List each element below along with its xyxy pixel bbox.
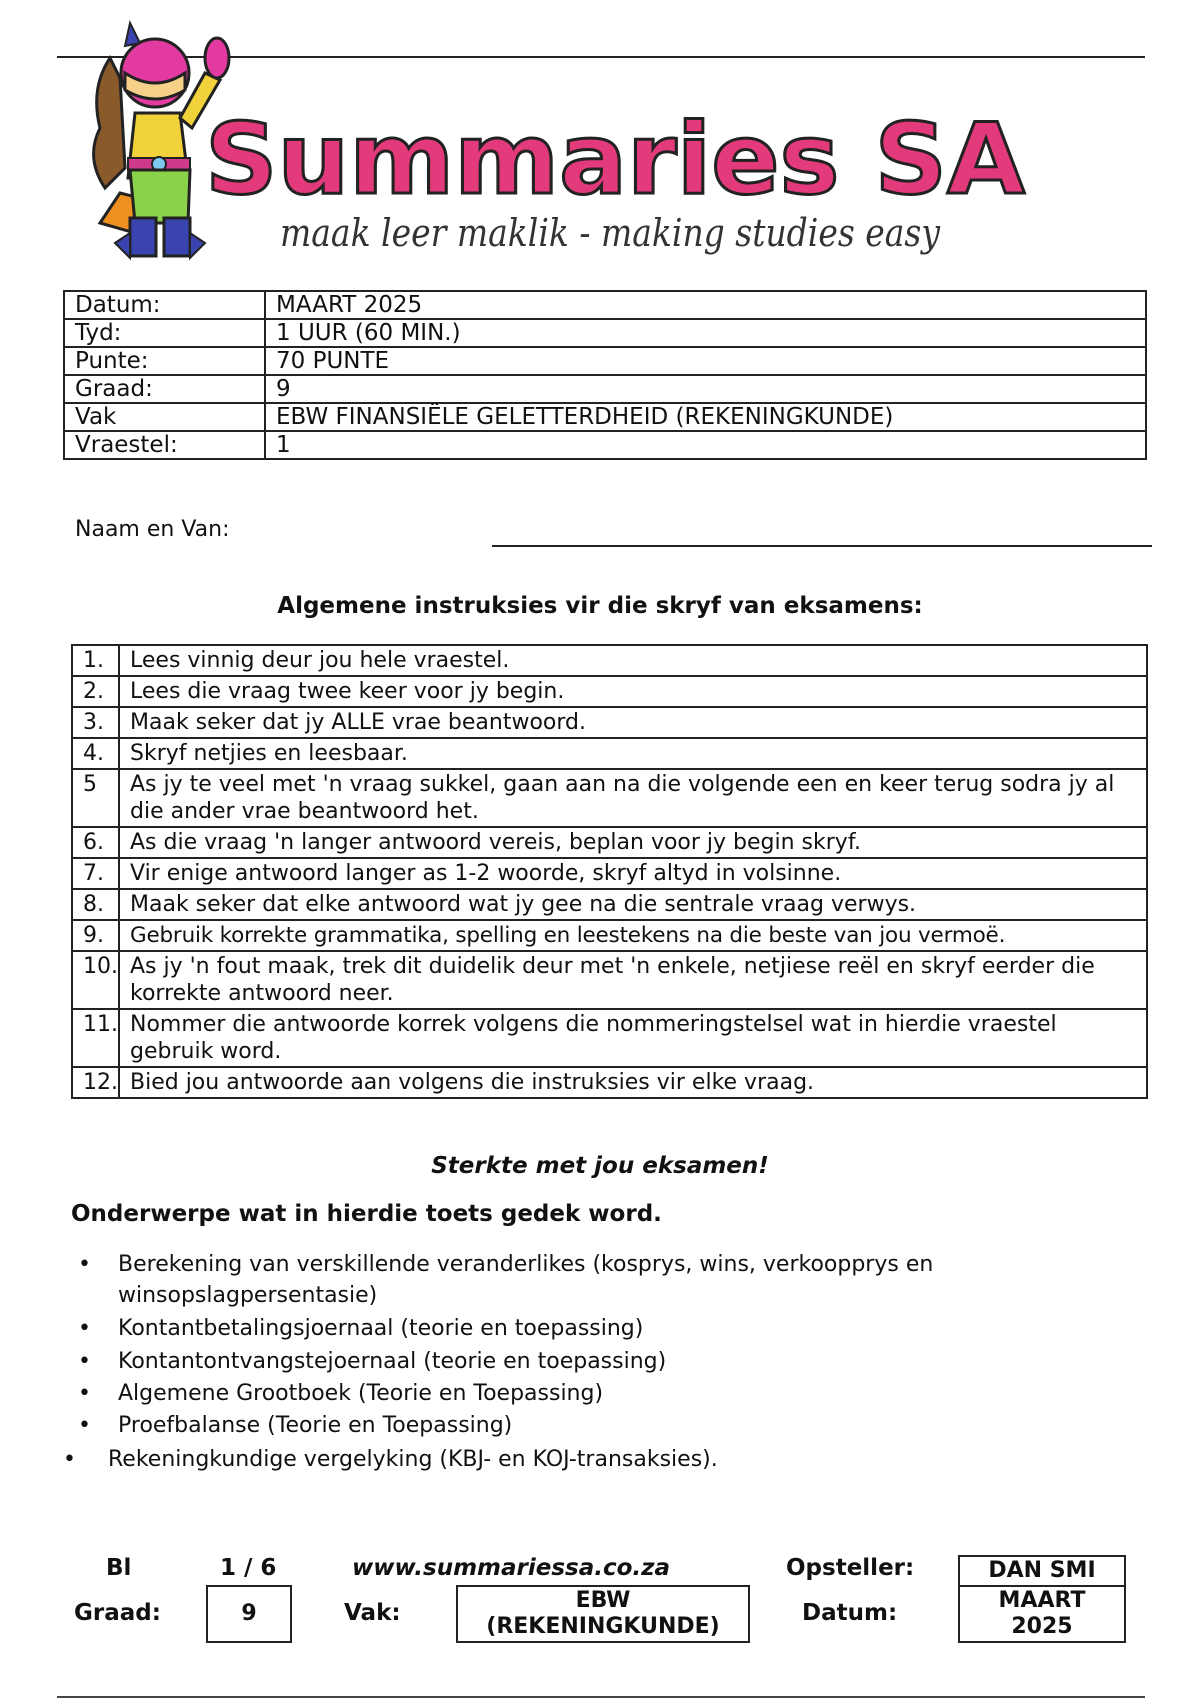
instruction-row [72,738,1147,769]
logo-brand-text: Summaries SA [205,103,1026,217]
summaries-sa-logo [80,18,1120,276]
info-row [64,431,1146,459]
instruction-number: 9. [72,920,119,951]
name-answer-line[interactable] [492,545,1152,547]
topic-text: winsopslagpersentasie) [118,1283,378,1308]
footer-subject-line2: (REKENINGKUNDE) [486,1614,720,1639]
topic-item [63,1444,718,1475]
instruction-text: Skryf netjies en leesbaar. [119,738,1147,769]
footer-grade-value: 9 [206,1585,292,1643]
instruction-number: 10. [72,951,119,1009]
logo-tagline: maak leer maklik - making studies easy [280,211,941,255]
instructions-title: Algemene instruksies vir die skryf van eksamens: [277,593,923,619]
info-row [64,319,1146,347]
instruction-text: Lees vinnig deur jou hele vraestel. [119,645,1147,676]
footer-subject-label: Vak: [344,1600,401,1626]
instruction-number: 2. [72,676,119,707]
instruction-number: 5 [72,769,119,827]
info-label: Graad: [64,375,265,403]
instruction-text: Maak seker dat elke antwoord wat jy gee na die sentrale vraag verwys. [119,889,1147,920]
bullet-icon: • [78,1252,91,1277]
instruction-number: 1. [72,645,119,676]
instruction-text: Bied jou antwoorde aan volgens die instruksies vir elke vraag. [119,1067,1147,1098]
bullet-icon: • [78,1316,91,1341]
info-value: 1 [265,431,1146,459]
topic-item [78,1410,513,1441]
instruction-row [72,827,1147,858]
topic-text: Proefbalanse (Teorie en Toepassing) [118,1413,513,1438]
instruction-row [72,707,1147,738]
instruction-text: As die vraag 'n langer antwoord vereis, beplan voor jy begin skryf. [119,827,1147,858]
footer-page-label: Bl [106,1555,132,1581]
instruction-number: 8. [72,889,119,920]
footer-date-value [958,1585,1126,1643]
info-row [64,375,1146,403]
topic-text: Algemene Grootboek (Teorie en Toepassing) [118,1381,604,1406]
info-value: 9 [265,375,1146,403]
instruction-number: 11. [72,1009,119,1067]
info-label: Vak [64,403,265,431]
bullet-icon: • [78,1381,91,1406]
instruction-row [72,1009,1147,1067]
info-row [64,347,1146,375]
footer-subject-line1: EBW [575,1588,631,1613]
footer-date-line1: MAART [998,1588,1086,1613]
info-value: 70 PUNTE [265,347,1146,375]
instruction-row [72,889,1147,920]
instruction-row [72,645,1147,676]
topic-text: Berekening van verskillende veranderlikes (kosprys, wins, verkoopprys en [118,1252,934,1277]
bullet-icon: • [78,1413,91,1438]
instruction-row [72,1067,1147,1098]
instruction-number: 3. [72,707,119,738]
instruction-number: 7. [72,858,119,889]
instruction-row [72,676,1147,707]
footer-author-label: Opsteller: [786,1555,915,1581]
instruction-number: 4. [72,738,119,769]
name-label: Naam en Van: [75,517,230,542]
footer-page-number: 1 / 6 [220,1555,277,1581]
info-label: Vraestel: [64,431,265,459]
topic-text: Kontantbetalingsjoernaal (teorie en toepassing) [118,1316,644,1341]
instruction-text: Lees die vraag twee keer voor jy begin. [119,676,1147,707]
bullet-icon: • [78,1349,91,1374]
topic-item [78,1346,667,1377]
topic-item [78,1313,644,1344]
info-value: 1 UUR (60 MIN.) [265,319,1146,347]
instruction-row [72,920,1147,951]
info-row [64,291,1146,319]
exam-info-table [63,290,1147,460]
topic-text: Rekeningkundige vergelyking (KBJ- en KOJ-transaksies). [108,1447,718,1472]
instruction-text: Gebruik korrekte grammatika, spelling en leestekens na die beste van jou vermoë. [119,920,1147,951]
footer-subject-value [456,1585,750,1643]
topics-title: Onderwerpe wat in hierdie toets gedek word. [71,1201,662,1227]
topic-item-continuation [118,1280,377,1311]
footer-author-value: DAN SMI [958,1555,1126,1587]
topic-item [78,1378,604,1409]
instruction-row [72,858,1147,889]
footer-date-label: Datum: [802,1600,898,1626]
topic-text: Kontantontvangstejoernaal (teorie en toepassing) [118,1349,667,1374]
info-label: Datum: [64,291,265,319]
topic-item [78,1249,934,1280]
info-label: Tyd: [64,319,265,347]
info-value: MAART 2025 [265,291,1146,319]
bottom-rule [57,1696,1145,1698]
instruction-number: 12. [72,1067,119,1098]
footer-website: www.summariessa.co.za [352,1555,671,1581]
instruction-text: Nommer die antwoorde korrek volgens die nommeringstelsel wat in hierdie vraestel gebruik word. [119,1009,1147,1067]
info-value: EBW FINANSIËLE GELETTERDHEID (REKENINGKUNDE) [265,403,1146,431]
instruction-text: As jy te veel met 'n vraag sukkel, gaan aan na die volgende een en keer terug sodra jy al die ander vrae beantwoord het. [119,769,1147,827]
instructions-table [71,644,1148,1099]
instruction-row [72,769,1147,827]
footer-date-line2: 2025 [1011,1614,1073,1639]
info-label: Punte: [64,347,265,375]
instruction-row [72,951,1147,1009]
instruction-text: As jy 'n fout maak, trek dit duidelik deur met 'n enkele, netjiese reël en skryf eerder die korrekte antwoord neer. [119,951,1147,1009]
bullet-icon: • [63,1447,76,1472]
footer-grade-label: Graad: [74,1600,161,1626]
info-row [64,403,1146,431]
good-luck-message: Sterkte met jou eksamen! [431,1153,769,1179]
instruction-text: Vir enige antwoord langer as 1-2 woorde, skryf altyd in volsinne. [119,858,1147,889]
instruction-number: 6. [72,827,119,858]
instruction-text: Maak seker dat jy ALLE vrae beantwoord. [119,707,1147,738]
